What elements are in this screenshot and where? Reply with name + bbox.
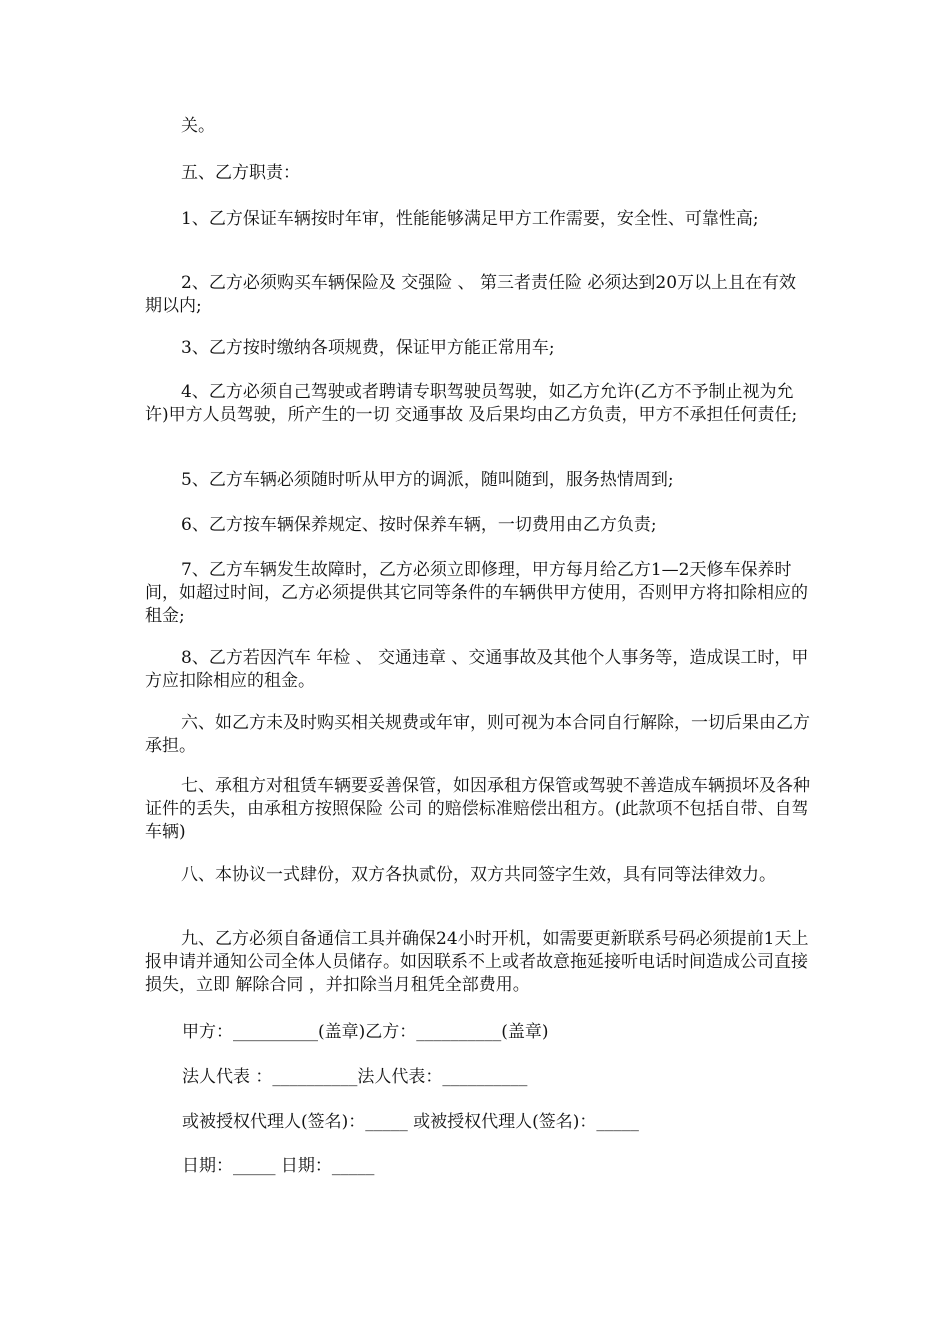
clause-5: 5、乙方车辆必须随时听从甲方的调派，随叫随到，服务热情周到; <box>181 470 674 490</box>
section-six: 六、如乙方未及时购买相关规费或年审，则可视为本合同自行解除，一切后果由乙方承担。 <box>145 713 810 756</box>
section-heading-party-b-duties: 五、乙方职责： <box>181 163 300 183</box>
section-nine: 九、乙方必须自备通信工具并确保24小时开机，如需要更新联系号码必须提前1天上报申请并通知公司全体人员储存。如因联系不上或者故意拖延接听电话时间造成公司直接损失，立即 解除合同 ，并扣除当月租凭全部费用。 <box>145 929 809 995</box>
clause-6: 6、乙方按车辆保养规定、按时保养车辆，一切费用由乙方负责; <box>181 515 657 535</box>
paragraph-continuation: 关。 <box>181 116 215 136</box>
signature-agent-line: 或被授权代理人(签名)：_____ 或被授权代理人(签名)：_____ <box>182 1112 639 1132</box>
clause-7: 7、乙方车辆发生故障时，乙方必须立即修理，甲方每月给乙方1—2天修车保养时间，如超过时间，乙方必须提供其它同等条件的车辆供甲方使用，否则甲方将扣除相应的租金; <box>145 560 808 626</box>
clause-4: 4、乙方必须自己驾驶或者聘请专职驾驶员驾驶，如乙方允许(乙方不予制止视为允许)甲方人员驾驶，所产生的一切 交通事故 及后果均由乙方负责，甲方不承担任何责任; <box>145 382 798 425</box>
section-seven: 七、承租方对租赁车辆要妥善保管，如因承租方保管或驾驶不善造成车辆损坏及各种证件的丢失，由承租方按照保险 公司 的赔偿标准赔偿出租方。(此款项不包括自带、自驾车辆) <box>145 776 810 842</box>
clause-3: 3、乙方按时缴纳各项规费，保证甲方能正常用车; <box>181 338 555 358</box>
signature-party-line: 甲方：__________(盖章)乙方：__________(盖章) <box>182 1022 549 1042</box>
section-eight: 八、本协议一式肆份，双方各执贰份，双方共同签字生效，具有同等法律效力。 <box>181 865 776 885</box>
clause-1: 1、乙方保证车辆按时年审，性能能够满足甲方工作需要，安全性、可靠性高; <box>181 209 759 229</box>
signature-legal-rep-line: 法人代表 ：__________法人代表：__________ <box>182 1067 528 1087</box>
signature-date-line: 日期：_____ 日期：_____ <box>182 1156 375 1176</box>
clause-2: 2、乙方必须购买车辆保险及 交强险 、 第三者责任险 必须达到20万以上且在有效期以内; <box>145 273 797 316</box>
clause-8: 8、乙方若因汽车 年检 、 交通违章 、交通事故及其他个人事务等，造成误工时，甲方应扣除相应的租金。 <box>145 648 809 691</box>
